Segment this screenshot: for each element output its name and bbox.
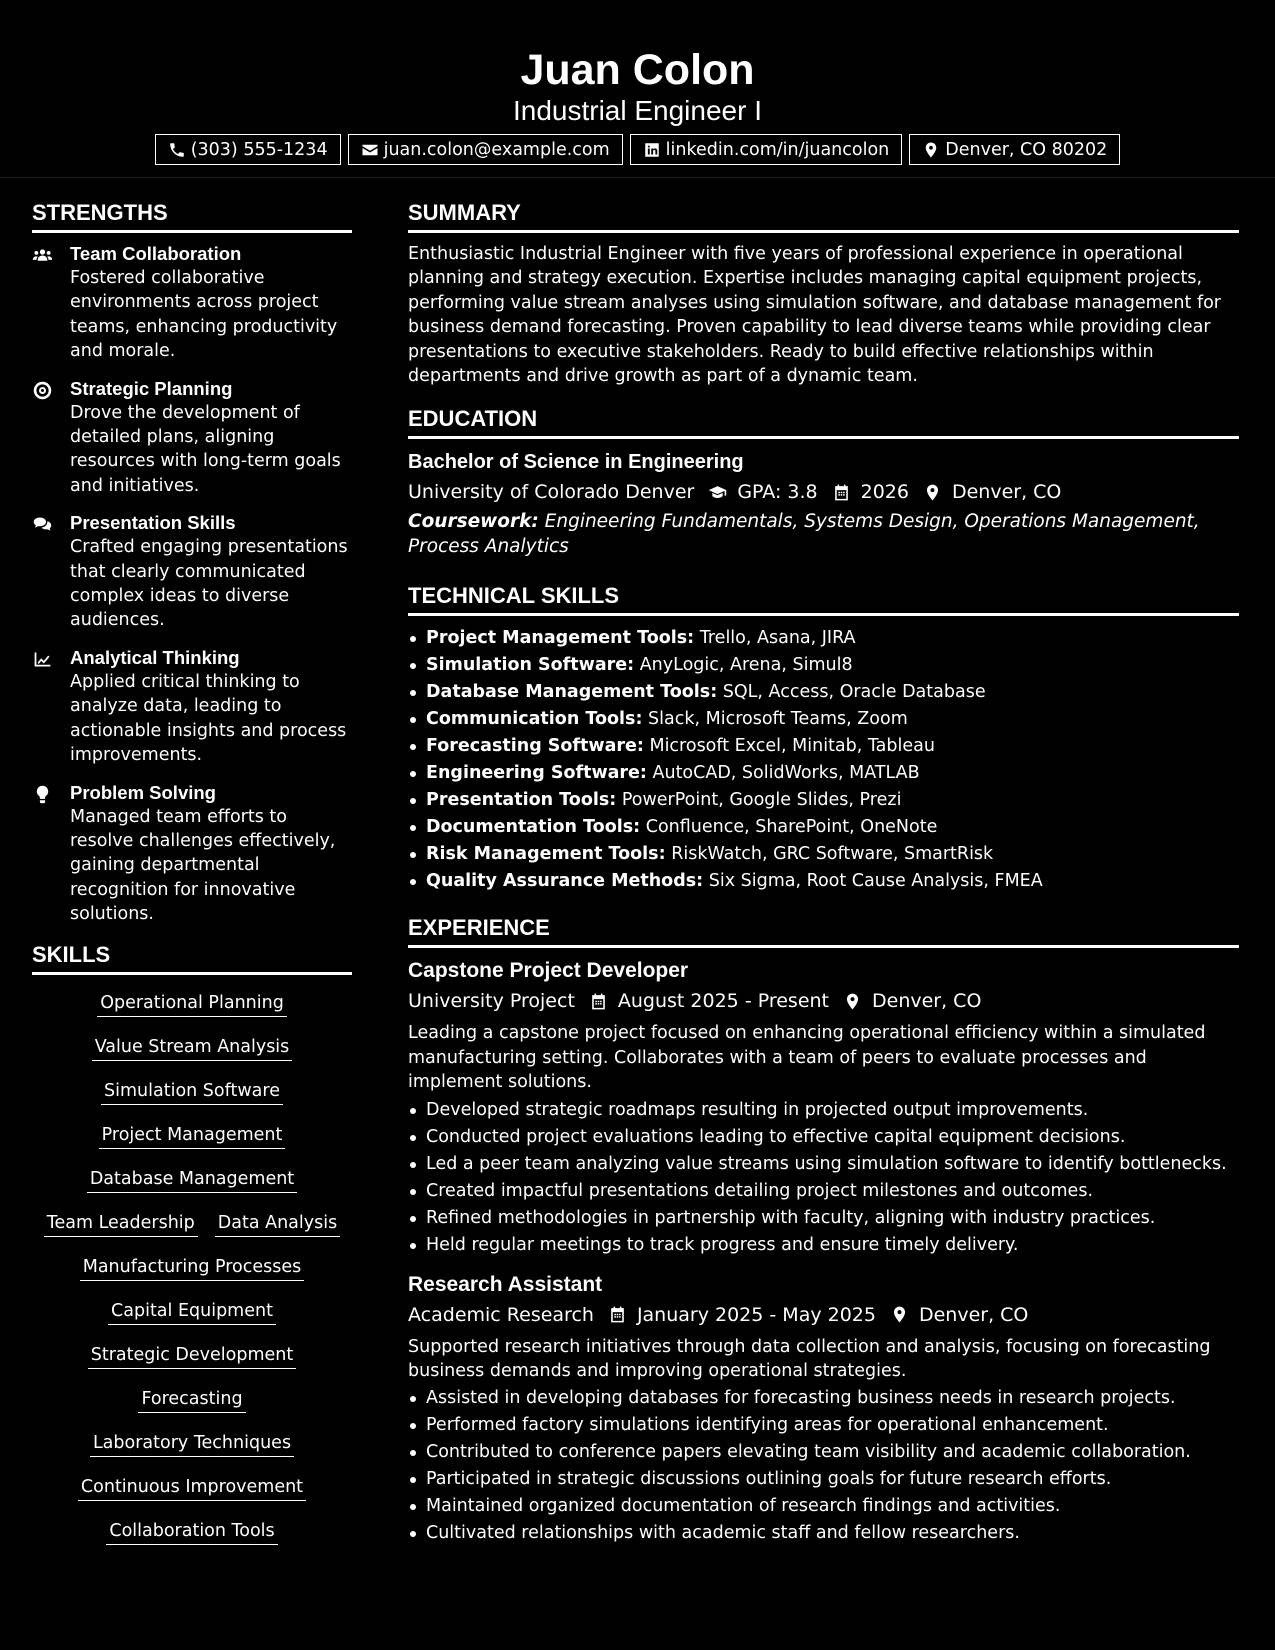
- tech-skill-value: SQL, Access, Oracle Database: [722, 682, 986, 703]
- graduation-cap-icon: [708, 483, 727, 502]
- contact-location: [909, 134, 1120, 165]
- tech-skill-value: Six Sigma, Root Cause Analysis, FMEA: [708, 871, 1043, 892]
- lightbulb-icon: [32, 784, 53, 805]
- tech-skill-value: Slack, Microsoft Teams, Zoom: [648, 709, 908, 730]
- list-item: [408, 841, 1239, 868]
- technical-skills-heading: TECHNICAL SKILLS: [408, 581, 1239, 616]
- list-item: Developed strategic roadmaps resulting in projected output improvements.: [408, 1097, 1239, 1124]
- strength-desc: Managed team efforts to resolve challenges effectively, gaining departmental recognition for innovative solutions.: [70, 806, 336, 925]
- tech-skill-label: Forecasting Software:: [426, 736, 644, 757]
- job-dates: August 2025 - Present: [617, 990, 829, 1013]
- degree-title: Bachelor of Science in Engineering: [408, 451, 744, 474]
- skill-tag: Operational Planning: [97, 990, 287, 1017]
- skill-tag: Project Management: [99, 1122, 286, 1149]
- skill-tag: Laboratory Techniques: [90, 1430, 294, 1457]
- linkedin-text: linkedin.com/in/juancolon: [665, 139, 890, 160]
- calendar-icon: [832, 483, 851, 502]
- list-item: Assisted in developing databases for forecasting business needs in research projects.: [408, 1385, 1239, 1412]
- job-org: University Project: [408, 990, 575, 1013]
- job-meta: [408, 985, 1239, 1017]
- tech-skill-label: Engineering Software:: [426, 763, 647, 784]
- coursework: [408, 510, 1239, 559]
- experience-heading: EXPERIENCE: [408, 913, 1239, 948]
- job-description: Supported research initiatives through data collection and analysis, focusing on forecasting business demands and improving operational strategies.: [408, 1336, 1211, 1382]
- job-title: Research Assistant: [408, 1272, 603, 1296]
- strength-item: [32, 781, 352, 927]
- skill-tag: Manufacturing Processes: [80, 1254, 305, 1281]
- chart-line-icon: [32, 649, 53, 670]
- tech-skill-label: Presentation Tools:: [426, 790, 617, 811]
- map-marker-icon: [923, 483, 942, 502]
- contact-linkedin[interactable]: [630, 134, 903, 165]
- education-location: Denver, CO: [951, 481, 1062, 504]
- list-item: Contributed to conference papers elevating team visibility and academic collaboration.: [408, 1439, 1239, 1466]
- map-marker-icon: [843, 992, 862, 1011]
- strength-desc: Drove the development of detailed plans, aligning resources with long-term goals and initiatives.: [70, 402, 341, 496]
- skill-tag: Capital Equipment: [108, 1298, 276, 1325]
- strength-title: Strategic Planning: [70, 377, 233, 399]
- skill-tag: Strategic Development: [88, 1342, 296, 1369]
- tech-skill-label: Database Management Tools:: [426, 682, 718, 703]
- list-item: Refined methodologies in partnership with faculty, aligning with industry practices.: [408, 1205, 1239, 1232]
- education-meta: [408, 476, 1239, 508]
- experience-entry: [408, 1271, 1239, 1548]
- location-text: Denver, CO 80202: [945, 139, 1108, 160]
- list-item: [408, 625, 1239, 652]
- skill-tag: Database Management: [87, 1166, 297, 1193]
- tech-skill-label: Communication Tools:: [426, 709, 643, 730]
- strength-item: [32, 511, 352, 633]
- phone-text: (303) 555-1234: [190, 139, 328, 160]
- linkedin-icon: [643, 141, 661, 159]
- job-title: Capstone Project Developer: [408, 959, 689, 983]
- strengths-heading: STRENGTHS: [32, 198, 352, 233]
- skill-tag: Value Stream Analysis: [92, 1034, 293, 1061]
- skills-heading: SKILLS: [32, 940, 352, 975]
- contact-bar: [0, 134, 1275, 165]
- tech-skill-value: AutoCAD, SolidWorks, MATLAB: [652, 763, 920, 784]
- skill-tag: Forecasting: [138, 1386, 245, 1413]
- skill-tag: Continuous Improvement: [78, 1474, 306, 1501]
- skill-tag: Simulation Software: [101, 1078, 283, 1105]
- strength-title: Problem Solving: [70, 781, 216, 803]
- school-name: University of Colorado Denver: [408, 481, 695, 504]
- strength-desc: Fostered collaborative environments across project teams, enhancing productivity and morale.: [70, 268, 338, 362]
- list-item: Created impactful presentations detailing project milestones and outcomes.: [408, 1178, 1239, 1205]
- envelope-icon: [361, 141, 379, 159]
- strength-item: [32, 377, 352, 499]
- tech-skill-label: Risk Management Tools:: [426, 844, 666, 865]
- calendar-icon: [589, 992, 608, 1011]
- job-location: Denver, CO: [918, 1303, 1029, 1326]
- tech-skill-value: RiskWatch, GRC Software, SmartRisk: [671, 844, 994, 865]
- list-item: [408, 706, 1239, 733]
- tech-skill-label: Simulation Software:: [426, 655, 635, 676]
- summary-text: Enthusiastic Industrial Engineer with five years of professional experience in operational planning and strategy execution. Expertise includes managing capital equipment projects, performing value stream analyses using simulation software, and database management for business demand forecasting. Proven capability to lead diverse teams while providing clear presentations to executive stakeholders. Ready to build effective relationships within departments and drive growth as part of a dynamic team.: [408, 244, 1222, 387]
- graduation-year: 2026: [860, 481, 909, 504]
- map-marker-icon: [922, 141, 940, 159]
- job-location: Denver, CO: [872, 990, 982, 1013]
- list-item: [408, 652, 1239, 679]
- right-column: [408, 198, 1239, 1559]
- contact-email[interactable]: [348, 134, 623, 165]
- list-item: Cultivated relationships with academic staff and fellow researchers.: [408, 1520, 1239, 1547]
- experience-entry: [408, 957, 1239, 1258]
- list-item: [408, 733, 1239, 760]
- job-org: Academic Research: [408, 1303, 594, 1326]
- resume-header: [0, 0, 1275, 178]
- gpa-text: GPA: 3.8: [737, 481, 818, 504]
- comments-icon: [32, 514, 53, 535]
- list-item: [408, 814, 1239, 841]
- technical-skills-list: [408, 625, 1239, 895]
- job-bullets: [408, 1097, 1239, 1259]
- users-icon: [32, 245, 53, 266]
- candidate-title: Industrial Engineer I: [512, 95, 763, 126]
- skill-tag: Team Leadership: [44, 1210, 198, 1237]
- skill-tag: Data Analysis: [215, 1210, 340, 1237]
- tech-skill-value: Confluence, SharePoint, OneNote: [645, 817, 938, 838]
- strength-desc: Crafted engaging presentations that clearly communicated complex ideas to diverse audiences.: [70, 537, 348, 631]
- phone-icon: [168, 141, 186, 159]
- tech-skill-label: Documentation Tools:: [426, 817, 641, 838]
- list-item: Participated in strategic discussions outlining goals for future research efforts.: [408, 1466, 1239, 1493]
- skill-tag: Collaboration Tools: [106, 1518, 277, 1545]
- target-icon: [32, 380, 53, 401]
- strength-item: [32, 242, 352, 364]
- job-dates: January 2025 - May 2025: [636, 1303, 876, 1326]
- list-item: [408, 679, 1239, 706]
- list-item: Held regular meetings to track progress and ensure timely delivery.: [408, 1232, 1239, 1259]
- list-item: Maintained organized documentation of research findings and activities.: [408, 1493, 1239, 1520]
- strength-title: Presentation Skills: [70, 512, 236, 534]
- list-item: Performed factory simulations identifying areas for operational enhancement.: [408, 1412, 1239, 1439]
- list-item: [408, 760, 1239, 787]
- tech-skill-value: AnyLogic, Arena, Simul8: [639, 655, 853, 676]
- candidate-name: Juan Colon: [520, 46, 755, 94]
- summary-heading: SUMMARY: [408, 198, 1239, 233]
- email-text: juan.colon@example.com: [383, 139, 610, 160]
- tech-skill-label: Quality Assurance Methods:: [426, 871, 704, 892]
- calendar-icon: [608, 1305, 627, 1324]
- list-item: Led a peer team analyzing value streams using simulation software to identify bottlenecks.: [408, 1151, 1239, 1178]
- coursework-list: Engineering Fundamentals, Systems Design, Operations Management, Process Analytics: [408, 511, 1200, 557]
- strength-desc: Applied critical thinking to analyze data, leading to actionable insights and process improvements.: [70, 671, 347, 766]
- list-item: Conducted project evaluations leading to effective capital equipment decisions.: [408, 1124, 1239, 1151]
- tech-skill-value: PowerPoint, Google Slides, Prezi: [621, 790, 902, 811]
- coursework-label: Coursework:: [408, 511, 539, 533]
- list-item: [408, 868, 1239, 895]
- education-heading: EDUCATION: [408, 404, 1239, 439]
- list-item: [408, 787, 1239, 814]
- strength-title: Analytical Thinking: [70, 646, 240, 668]
- job-bullets: [408, 1385, 1239, 1547]
- left-column: [32, 198, 352, 1562]
- tech-skill-label: Project Management Tools:: [426, 628, 695, 649]
- job-meta: [408, 1299, 1239, 1331]
- strength-title: Team Collaboration: [70, 243, 242, 264]
- tech-skill-value: Trello, Asana, JIRA: [699, 628, 856, 649]
- skill-tags: [32, 984, 352, 1562]
- map-marker-icon: [890, 1305, 909, 1324]
- job-description: Leading a capstone project focused on enhancing operational efficiency within a simulated manufacturing setting. Collaborates with a team of peers to evaluate processes and implement solutions.: [408, 1023, 1206, 1093]
- strength-item: [32, 646, 352, 768]
- contact-phone[interactable]: [155, 134, 341, 165]
- tech-skill-value: Microsoft Excel, Minitab, Tableau: [649, 736, 935, 757]
